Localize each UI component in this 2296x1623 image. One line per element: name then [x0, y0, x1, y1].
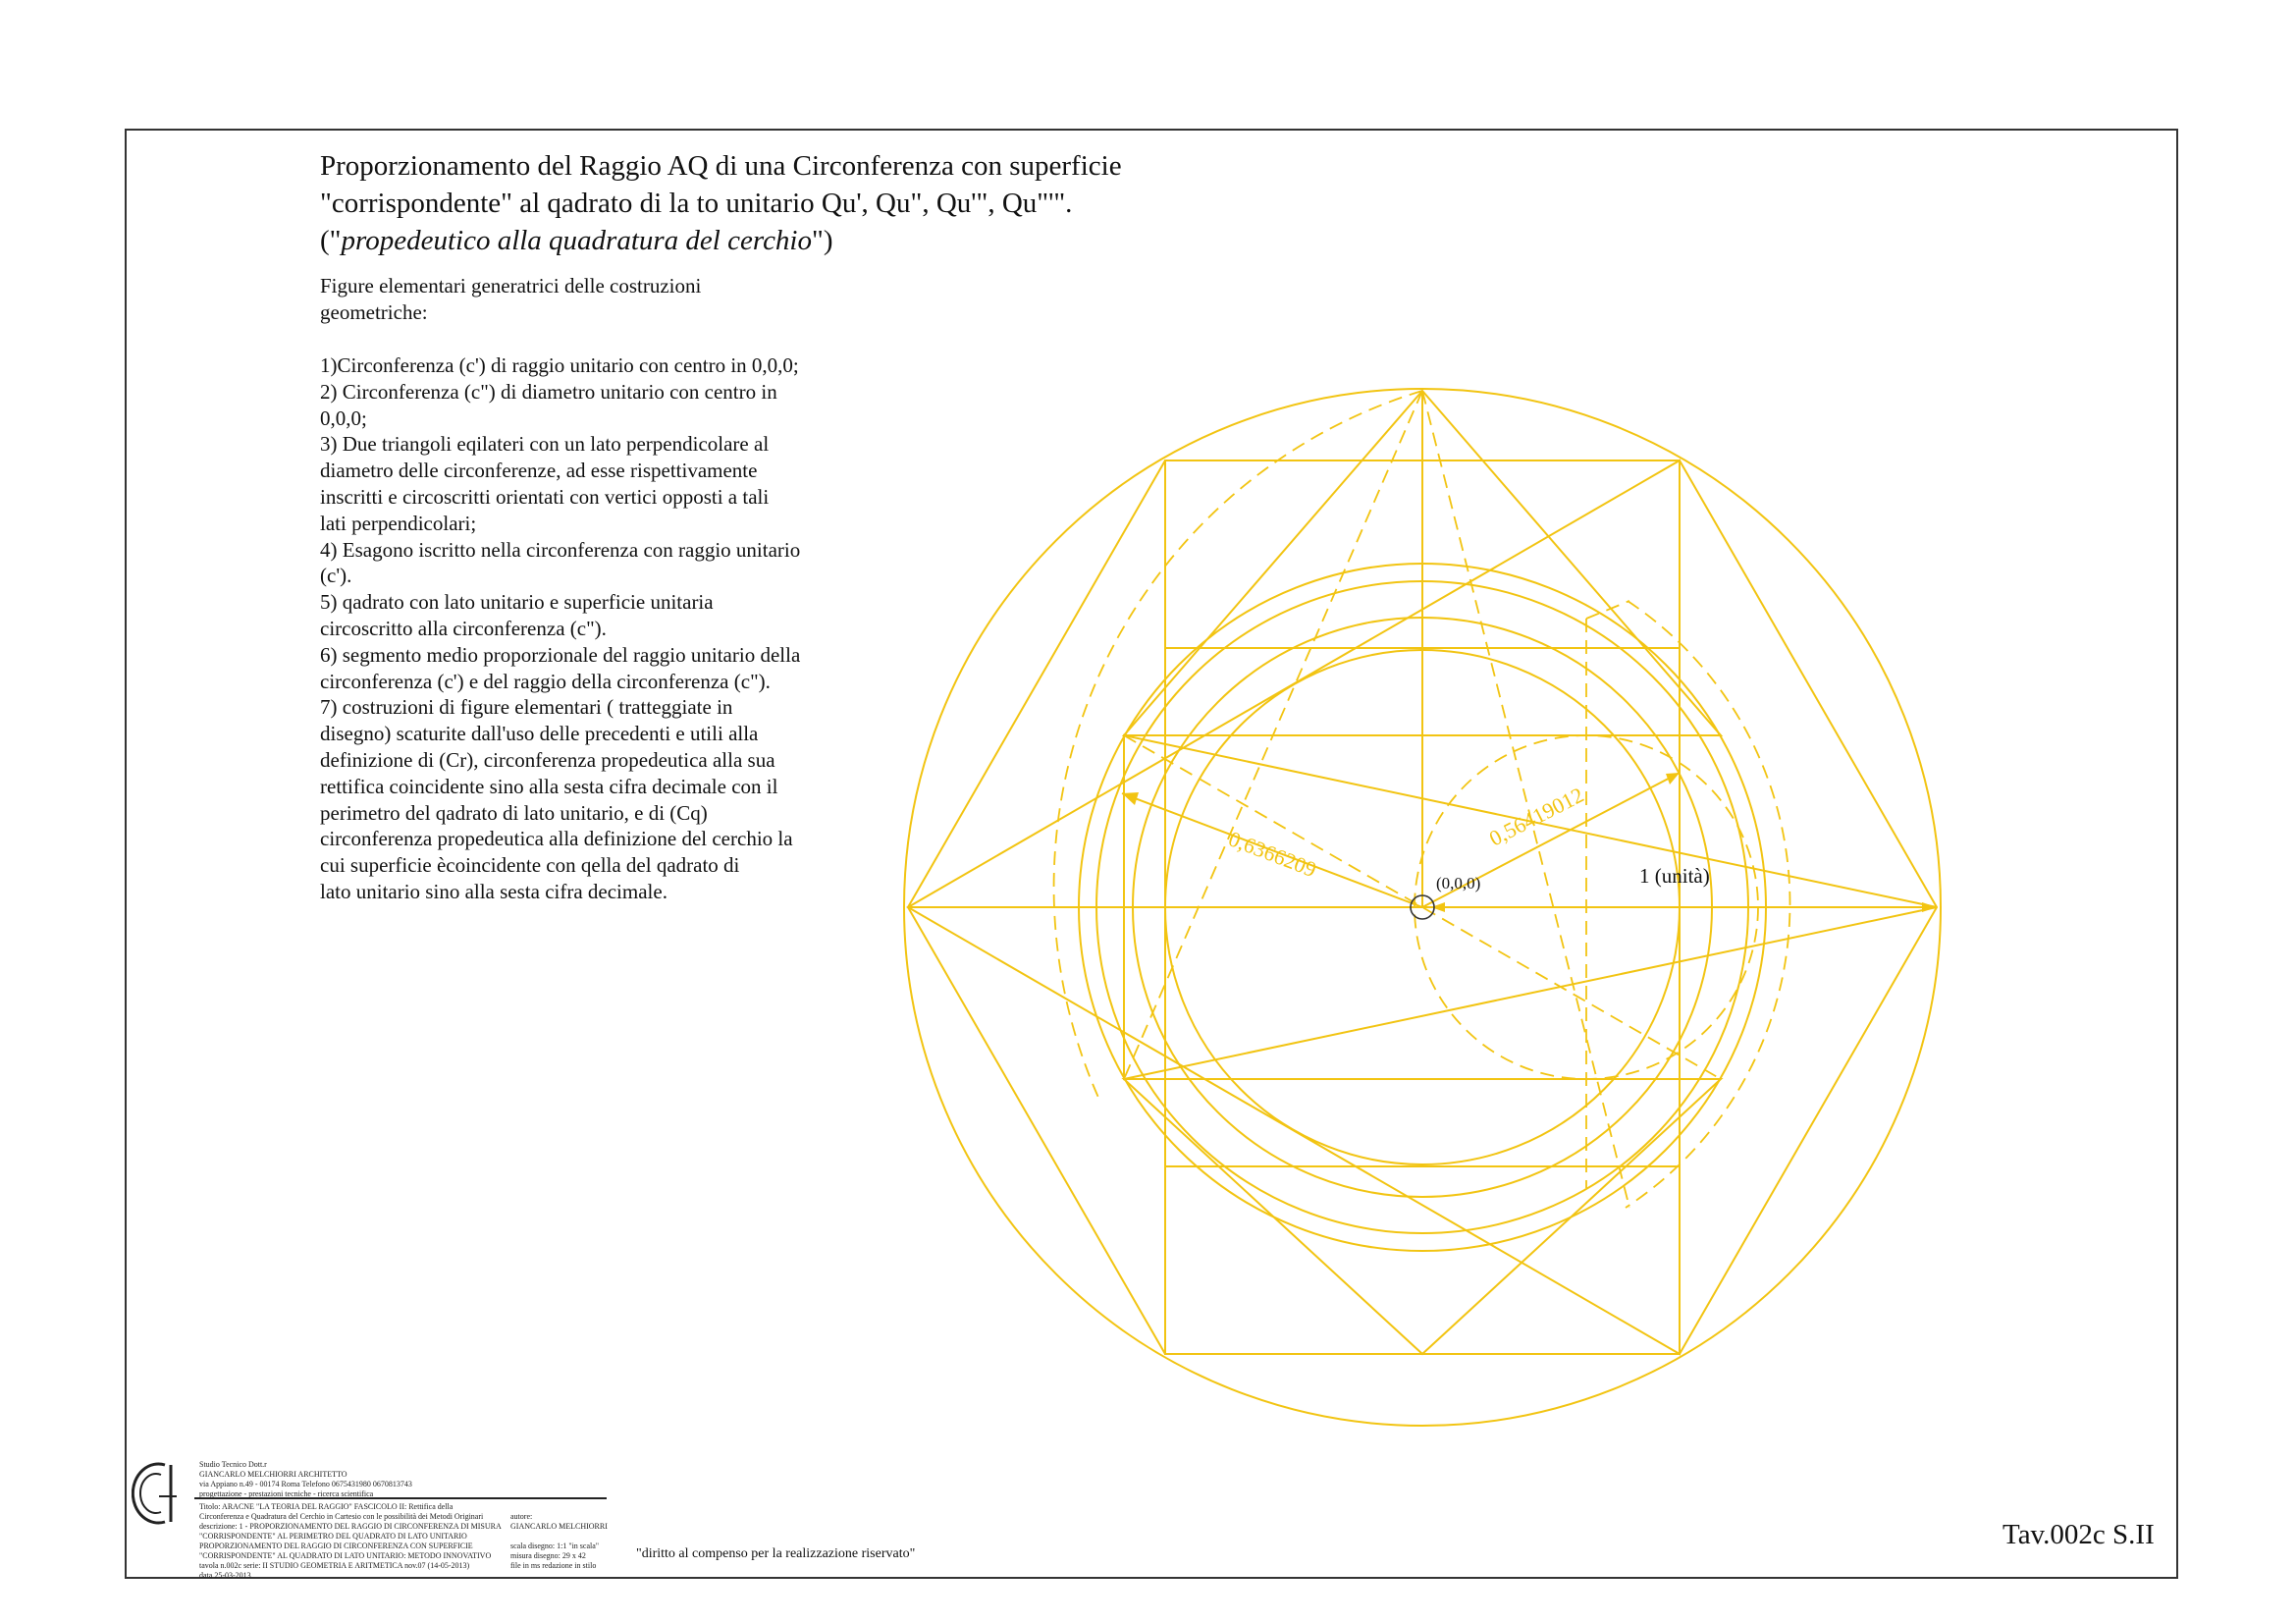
list-item: diametro delle circonferenze, ad esse rispettivamente [320, 459, 758, 483]
title-line-3-open: (" [320, 225, 342, 256]
title-block-line: "CORRISPONDENTE" AL QUADRATO DI LATO UNITARIO: METODO INNOVATIVO [199, 1551, 492, 1560]
list-item: 5) qadrato con lato unitario e superficie unitaria [320, 590, 714, 615]
list-item: rettifica coincidente sino alla sesta cifra decimale con il [320, 774, 778, 798]
title-block-line: Titolo: ARACNE "LA TEORIA DEL RAGGIO" FASCICOLO II: Rettifica della [199, 1502, 454, 1511]
label-radius-cr: 0,6366209 [1225, 826, 1320, 883]
title-line-2: "corrispondente" al qadrato di la to unitario Qu', Qu", Qu'", Qu"'". [320, 188, 1073, 219]
studio-info [199, 1460, 464, 1499]
list-item: 7) costruzioni di figure elementari ( tratteggiate in [320, 695, 733, 720]
list-item: (c'). [320, 564, 352, 588]
rights-notice: "diritto al compenso per la realizzazione riservato" [636, 1546, 916, 1561]
list-item: 4) Esagono iscritto nella circonferenza con raggio unitario [320, 537, 801, 562]
label-unit: 1 (unità) [1639, 864, 1710, 888]
studio-line: progettazione - prestazioni tecniche - ricerca scientifica [199, 1489, 374, 1498]
list-item: 6) segmento medio proporzionale del raggio unitario della [320, 642, 801, 667]
list-item: 2) Circonferenza (c") di diametro unitario con centro in [320, 379, 777, 404]
list-item: 0,0,0; [320, 406, 367, 430]
title-block-line: misura disegno: 29 x 42 [510, 1551, 586, 1560]
title-block-author [510, 1512, 618, 1571]
list-item: perimetro del qadrato di lato unitario, e di (Cq) [320, 800, 708, 825]
triangle-bottom [1124, 1079, 1721, 1354]
list-item: circonferenza (c') e del raggio della circonferenza (c"). [320, 669, 771, 693]
label-radius-cq: 0,56419012 [1484, 782, 1588, 851]
sheet-id: Tav.002c S.II [2002, 1519, 2155, 1550]
studio-line: Studio Tecnico Dott.r [199, 1460, 267, 1469]
title-block-line: autore: [510, 1512, 533, 1521]
studio-logo [132, 1459, 190, 1528]
title-block-line: "CORRISPONDENTE" AL PERIMETRO DEL QUADRATO DI LATO UNITARIO [199, 1532, 467, 1541]
title-block-line [510, 1532, 618, 1542]
label-origin: (0,0,0) [1436, 874, 1481, 893]
title-line-3-close: ") [812, 225, 833, 256]
arrow-head-cq [1666, 773, 1680, 784]
title-block-line: GIANCARLO MELCHIORRI [510, 1522, 608, 1531]
title-block-line: PROPORZIONAMENTO DEL RAGGIO DI CIRCONFERENZA CON SUPERFICIE [199, 1542, 473, 1550]
title-block-line: Circonferenza e Quadratura del Cerchio in Cartesio con le possibilità dei Metodi Originari [199, 1512, 484, 1521]
list-item: lati perpendicolari; [320, 511, 477, 535]
list-item: 3) Due triangoli eqilateri con un lato perpendicolare al [320, 432, 770, 457]
list-item: disegno) scaturite dall'uso delle precedenti e utili alla [320, 722, 759, 746]
dashed-arc-left [1054, 391, 1422, 1100]
list-item: circonferenza propedeutica alla definizione del cerchio la [320, 827, 793, 851]
list-item: lato unitario sino alla sesta cifra decimale. [320, 879, 667, 903]
studio-line: GIANCARLO MELCHIORRI ARCHITETTO [199, 1470, 347, 1479]
title-block-description [199, 1502, 504, 1581]
intro-line-2: geometriche: [320, 300, 428, 324]
title-block-line: data 25-03-2013 [199, 1571, 251, 1580]
list-item: cui superficie ècoincidente con qella del qadrato di [320, 853, 740, 878]
title-block-line: tavola n.002c serie: II STUDIO GEOMETRIA E ARITMETICA nov.07 (14-05-2013) [199, 1561, 470, 1570]
list-item: circoscritto alla circonferenza (c"). [320, 616, 607, 640]
title-block-line: descrizione: 1 - PROPORZIONAMENTO DEL RAGGIO DI CIRCONFERENZA DI MISURA [199, 1522, 502, 1531]
studio-line: via Appiano n.49 - 00174 Roma Telefono 0675431980 0670813743 [199, 1480, 412, 1488]
title-line-1: Proporzionamento del Raggio AQ di una Circonferenza con superficie [320, 150, 1122, 182]
intro-line-1: Figure elementari generatrici delle costruzioni [320, 274, 702, 298]
list-item: inscritti e circoscritti orientati con vertici opposti a tali [320, 484, 770, 509]
list-item: definizione di (Cr), circonferenza propedeutica alla sua [320, 747, 775, 772]
title-block-rule [194, 1497, 607, 1499]
title-block-line: scala disegno: 1:1 "in scala" [510, 1542, 600, 1550]
title-line-3-italic: propedeutico alla quadratura del cerchio [341, 225, 812, 256]
list-item: 1)Circonferenza (c') di raggio unitario con centro in 0,0,0; [320, 353, 799, 377]
title-block-line: file in ms redazione in stilo [510, 1561, 597, 1570]
